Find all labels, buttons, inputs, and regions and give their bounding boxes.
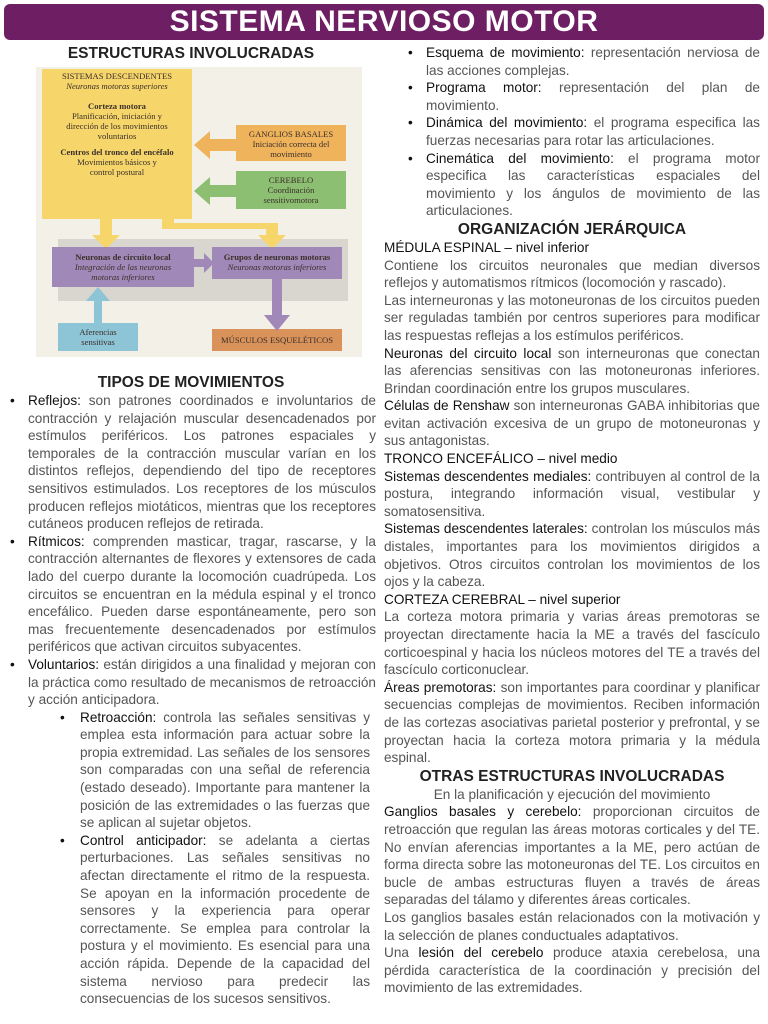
premotor-text: son importantes para coordinar y planificar secuencias complejas de movimientos. Reciben información de las cortezas asociativas parietal posterior y prefrontal, y se proyectan hacia la corteza motora primaria y la médula espinal. (384, 679, 760, 766)
list-item-cinematica (404, 150, 760, 220)
lesion-term: lesión del cerebelo (418, 945, 544, 961)
ritmicos-term: Rítmicos: (28, 533, 85, 549)
voluntary-sublist (6, 709, 376, 1008)
basal-cerebellum-paragraph (384, 803, 760, 909)
spinal-cord-p2: Las interneuronas y las motoneuronas de los circuitos pueden ser reguladas también por centros superiores para modificar las respuestas reflejas a los estímulos periféricos. (384, 292, 760, 343)
premotor-term: Áreas premotoras: (384, 679, 497, 695)
afferents-arrow (86, 287, 110, 325)
list-item-retroaccion (6, 709, 376, 832)
basal-cerebellum-text: proporcionan circuitos de retroacción que regulan las áreas motoras corticales y del TE. No envían aferencias importantes a la ME, pero actúan de forma directa sobre las motoneuronas del TE. Los circuitos en bucle de ambas estructuras fluyen a través de áreas separadas del tálamo y diferentes áreas corticales. (384, 804, 760, 908)
other-structures-heading: OTRAS ESTRUCTURAS INVOLUCRADAS (419, 767, 725, 785)
cinematica-text: el programa motor especifica las características espaciales del movimiento y los ángulos de movimiento de las articulaciones. (426, 150, 760, 219)
brainstem-centers-title: Centros del tronco del encéfalo (60, 147, 174, 157)
spinal-cord-heading: MÉDULA ESPINAL – nivel inferior (384, 239, 589, 255)
basal-ganglia-box (236, 125, 346, 161)
cerebellum-title: CEREBELO (268, 175, 314, 185)
spinal-cord-p1: Contiene los circuitos neuronales que median diversos reflejos y automatismos rítmicos (locomoción y rascado). (384, 257, 760, 291)
programa-term: Programa motor: (426, 80, 542, 96)
list-item-reflejos (6, 392, 376, 533)
descending-systems-subtitle: Neuronas motoras superiores (66, 81, 168, 91)
basal-cerebellum-term: Ganglios basales y cerebelo: (384, 804, 582, 820)
local-circuit-desc: son interneuronas que conectan las aferencias sensitivas con las motoneuronas inferiores. Brindan coordinación entre los grupos musculares. (384, 345, 760, 396)
descending-systems-box (42, 69, 192, 219)
esquema-text: representación nerviosa de las acciones complejas. (426, 45, 760, 78)
cerebellar-lesion-paragraph (384, 944, 760, 997)
brainstem-centers-text: Movimientos básicos y control postural (77, 157, 157, 177)
premotor-paragraph (384, 679, 760, 767)
motor-cortex-title: Corteza motora (88, 101, 146, 111)
descending-arrow-right (162, 217, 286, 249)
local-circuit-text: Integración de las neuronas motoras inferiores (74, 262, 172, 282)
skeletal-muscles-text: MÚSCULOS ESQUELÉTICOS (221, 335, 333, 345)
hierarchy-heading: ORGANIZACIÓN JERÁRQUICA (457, 220, 687, 238)
right-column (384, 44, 760, 997)
renshaw-text: son interneuronas GABA inhibitorias que evitan activación excesiva de un grupo de motoneuronas y sus antagonistas. (384, 398, 760, 449)
other-structures-subtitle: En la planificación y ejecución del movimiento (433, 786, 711, 802)
medial-systems-text: contribuyen al control de la postura, integrando información visual, vestibular y somatosensitiva. (384, 468, 760, 519)
retroaccion-term: Retroacción: (80, 709, 157, 725)
lateral-systems-term: Sistemas descendentes laterales: (384, 521, 588, 537)
motor-concepts-list (404, 44, 760, 220)
voluntarios-term: Voluntarios: (28, 656, 100, 672)
diagram-heading: ESTRUCTURAS INVOLUCRADAS (67, 45, 315, 62)
motor-system-diagram (36, 67, 362, 357)
reflejos-term: Reflejos: (28, 393, 81, 408)
list-item-anticipador (6, 832, 376, 1008)
descending-arrows (92, 217, 292, 251)
anticipador-term: Control anticipador: (80, 832, 207, 848)
descending-systems-title: SISTEMAS DESCENDENTES (61, 71, 173, 81)
cerebellum-box (236, 171, 346, 209)
local-circuit-term: Neuronas del circuito local (384, 345, 552, 361)
cortex-p1: La corteza motora primaria y varias áreas premotoras se proyectan directamente hacia la ME a través del fascículo corticoespinal y hacia los núcleos motores del TE a través del fascículo corticonuclear. (384, 609, 760, 678)
basal-ganglia-title: GANGLIOS BASALES (248, 129, 334, 139)
medial-systems-paragraph (384, 468, 760, 521)
motor-groups-text: Neuronas motoras inferiores (227, 262, 327, 272)
motor-groups-box (212, 247, 342, 279)
cortex-heading: CORTEZA CEREBRAL – nivel superior (384, 591, 621, 607)
list-item-programa (404, 79, 760, 114)
lesion-text: produce ataxia cerebelosa, una pérdida característica de la coordinación y precisión del movimiento de las extremidades. (384, 945, 761, 996)
list-item-ritmicos (6, 533, 376, 656)
anticipador-text: se adelanta a ciertas perturbaciones. Las señales sensitivas no afectan directamente el ritmo de la respuesta. Se apoyan en la información procedente de sensores y la experiencia para operar correctamente. Se emplea para controlar la postura y el movimiento. Es esencial para una acción rápida. Depende de la capacidad del sistema nervioso para predecir las consecuencias de los sucesos sensitivos. (80, 832, 370, 1007)
reflejos-text: son patrones coordinados e involuntarios de contracción y relajación muscular desencadenados por estímulos periféricos. Los patrones espaciales y temporales de la contracción muscular varían en los distintos reflejos, dependiendo del tipo de receptores sensitivos estimulados. Los receptores de los músculos producen reflejos miotáticos, mientras que los receptores cutáneos producen reflejos de retirada. (28, 393, 376, 532)
to-muscles-arrow (264, 279, 290, 331)
left-column (6, 44, 376, 1008)
cerebellum-text: Coordinación sensitivomotora (263, 185, 319, 205)
local-to-groups-arrow (192, 253, 214, 273)
retroaccion-text: controla las señales sensitivas y emplea esta información para actuar sobre la propia extremidad. Las señales de los sensores son comparadas con una señal de referencia (estado deseado). Importante para mantener la posición de las extremidades o las fuerzas que se aplican al sujetar objetos. (80, 709, 370, 831)
sensory-afferents-text: Aferencias sensitivas (79, 327, 117, 347)
basal-ganglia-text: Iniciación correcta del movimiento (252, 139, 330, 159)
cerebellum-arrow (194, 177, 236, 205)
esquema-term: Esquema de movimiento: (426, 45, 585, 60)
list-item-voluntarios (6, 656, 376, 709)
page-title: SISTEMA NERVIOSO MOTOR (4, 4, 764, 40)
programa-text: representación del plan de movimiento. (426, 80, 760, 113)
cinematica-term: Cinemática del movimiento: (426, 150, 614, 166)
basal-ganglia-paragraph: Los ganglios basales están relacionados con la motivación y la selección de planes conductuales adaptativos. (384, 909, 760, 943)
local-circuit-paragraph (384, 345, 760, 398)
brainstem-heading: TRONCO ENCEFÁLICO – nivel medio (384, 451, 618, 467)
lateral-systems-text: controlan los músculos más distales, importantes para los movimientos dirigidos a objetivos. Otros circuitos controlan los movimientos de los ojos y la cabeza. (384, 521, 760, 590)
motor-groups-title: Grupos de neuronas motoras (223, 252, 331, 262)
list-item-esquema (404, 44, 760, 79)
dinamica-text: el programa especifica las fuerzas necesarias para rotar las articulaciones. (426, 115, 760, 148)
medial-systems-term: Sistemas descendentes mediales: (384, 468, 592, 484)
local-circuit-title: Neuronas de circuito local (75, 252, 171, 262)
dinamica-term: Dinámica del movimiento: (426, 115, 588, 131)
movement-types-heading: TIPOS DE MOVIMIENTOS (97, 374, 285, 391)
ritmicos-text: comprenden masticar, tragar, rascarse, y la contracción alternantes de flexores y extensores de cada lado del cuerpo durante la locomoción cuadrúpeda. Los circuitos se encuentran en la médula espinal y el tronco encefálico. Pueden darse espontáneamente, pero son mas frecuentemente desencadenados por estímulos periféricos que activan circuitos subyacentes. (28, 533, 376, 655)
sensory-afferents-box (58, 323, 138, 351)
basal-ganglia-arrow (194, 131, 236, 159)
skeletal-muscles-box (212, 329, 342, 351)
voluntarios-text: están dirigidos a una finalidad y mejoran con la práctica como resultado de mecanismos de retroacción y acción anticipadora. (28, 656, 376, 708)
renshaw-term: Células de Renshaw (384, 398, 510, 414)
renshaw-paragraph (384, 397, 760, 450)
list-item-dinamica (404, 114, 760, 149)
lateral-systems-paragraph (384, 520, 760, 590)
descending-arrow-left (92, 217, 120, 249)
motor-cortex-text: Planificación, iniciación y dirección de los movimientos voluntarios (66, 111, 168, 141)
modulation-arrows (192, 129, 238, 213)
lesion-pre: Una (384, 945, 419, 961)
local-circuit-box (52, 247, 194, 287)
movement-types-list (6, 392, 376, 709)
